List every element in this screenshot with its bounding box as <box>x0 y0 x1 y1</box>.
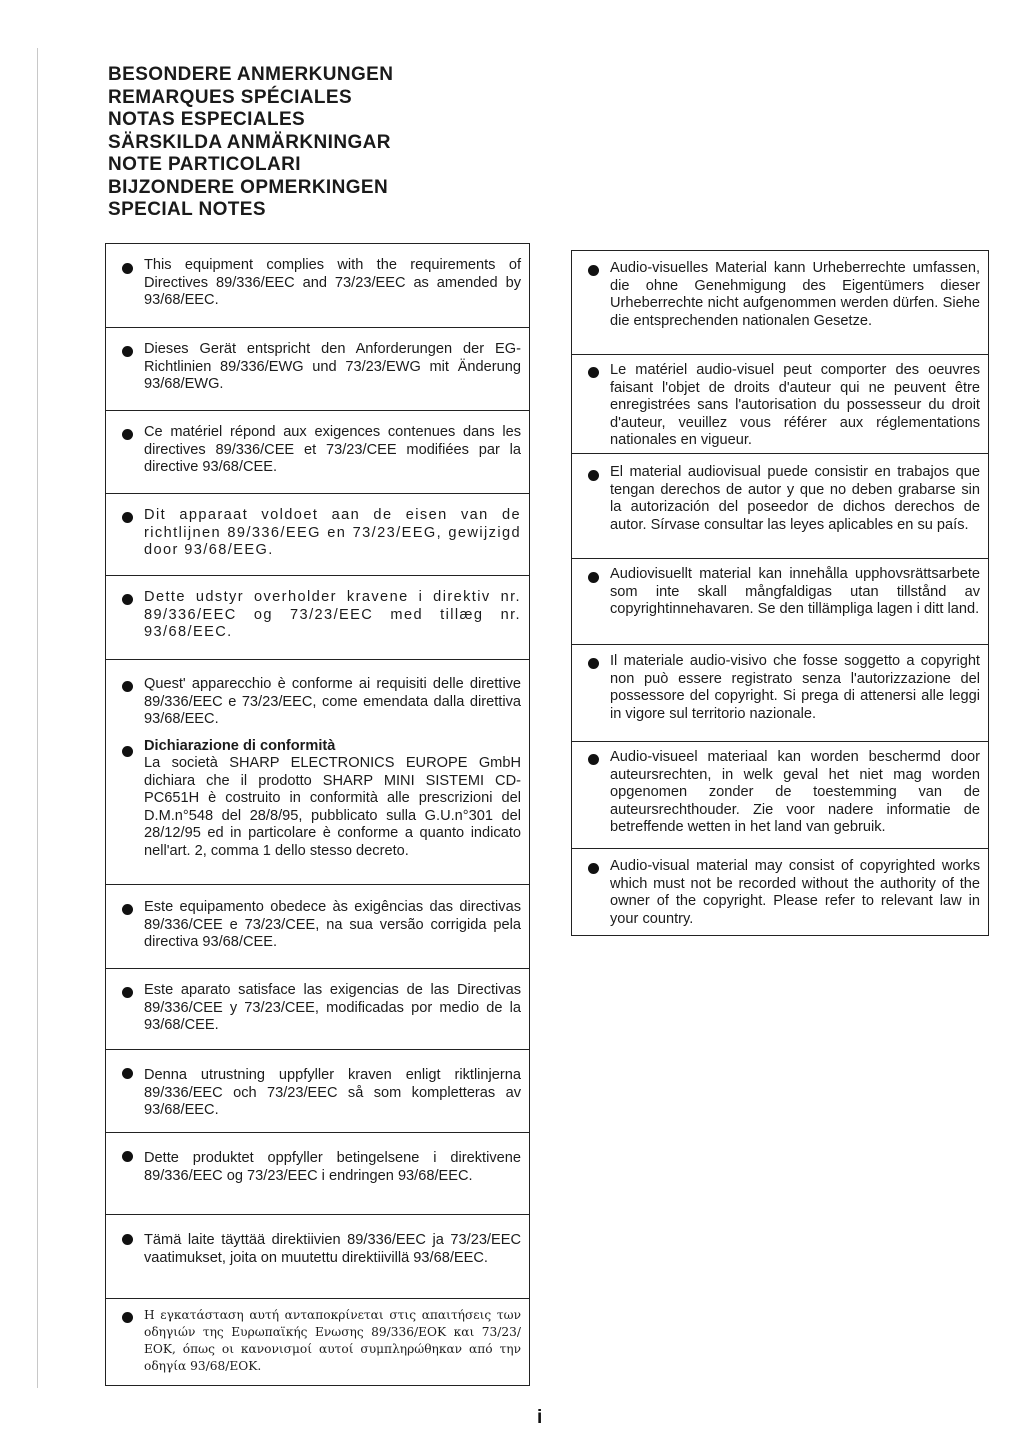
bullet-icon <box>588 658 599 669</box>
note-spanish-compliance <box>106 969 529 1050</box>
bullet-icon <box>122 987 133 998</box>
note-norwegian-compliance <box>106 1133 529 1215</box>
note-text: Este equipamento obedece às exigências das directivas 89/336/CEE e 73/23/CEE, na sua versão corrigida pela directiva 93/68/CEE. <box>144 899 521 950</box>
note-dutch-compliance <box>106 494 529 576</box>
bullet-icon <box>122 1151 133 1162</box>
copyright-notes-column <box>571 250 989 936</box>
bullet-icon <box>122 263 133 274</box>
note-greek-compliance <box>106 1299 529 1386</box>
note-text: Audiovisuellt material kan innehålla upphovsrättsarbete som inte skall mångfaldigas utan tillstånd av copyrightinnehavaren. Se den tillämpliga lagen i ditt land. <box>610 566 980 617</box>
note-italian-copyright <box>572 645 988 742</box>
note-english-compliance <box>106 244 529 328</box>
bullet-icon <box>588 754 599 765</box>
heading-german: BESONDERE ANMERKUNGEN <box>108 64 394 85</box>
bullet-icon <box>588 863 599 874</box>
bullet-icon <box>122 594 133 605</box>
bullet-icon <box>122 746 133 757</box>
declaration-title: Dichiarazione di conformità <box>144 737 336 754</box>
heading-spanish: NOTAS ESPECIALES <box>108 109 306 130</box>
note-french-compliance <box>106 411 529 494</box>
note-portuguese-compliance <box>106 885 529 969</box>
note-text: Este aparato satisface las exigencias de las Directivas 89/336/CEE y 73/23/CEE, modificadas por medio de la 93/68/CEE. <box>144 982 521 1033</box>
note-text: Dit apparaat voldoet aan de eisen van de richtlijnen 89/336/EEG en 73/23/EEG, gewijzigd door 93/68/EEG. <box>144 507 521 558</box>
bullet-icon <box>122 904 133 915</box>
note-english-copyright <box>572 849 988 936</box>
page-number: i <box>537 1407 543 1428</box>
note-danish-compliance <box>106 576 529 660</box>
note-text: Ce matériel répond aux exigences contenues dans les directives 89/336/CEE et 73/23/CEE modifiées par la directive 93/68/CEE. <box>144 424 521 475</box>
bullet-icon <box>122 681 133 692</box>
note-spanish-copyright <box>572 454 988 559</box>
note-text: Denna utrustning uppfyller kraven enligt riktlinjerna 89/336/EEC och 73/23/EEC så som kompletteras av 93/68/EEC. <box>144 1067 521 1118</box>
note-text: Quest' apparecchio è conforme ai requisiti delle direttive 89/336/EEC e 73/23/EEC, come emendata dalla direttiva 93/68/EEC. <box>144 676 521 727</box>
note-italian-compliance <box>106 660 529 885</box>
heading-english: SPECIAL NOTES <box>108 199 266 220</box>
bullet-icon <box>122 1068 133 1079</box>
heading-swedish: SÄRSKILDA ANMÄRKNINGAR <box>108 131 391 153</box>
note-text: Η εγκατάσταση αυτή ανταποκρίνεται στις απαιτήσεις των οδηγιών της Ευρωπαϊκής Ενωσης 89/336/ΕΟΚ και 73/23/ΕΟΚ, όπως οι κανονισμοί αυτοί συμπληρώθηκαν από την οδηγία 93/68/ΕΟΚ. <box>144 1308 521 1373</box>
note-text: Audio-visuelles Material kann Urheberrechte umfassen, die ohne Genehmigung des Eigentümers dieser Urheberrechte nicht aufgenommen werden dürfen. Siehe die entsprechenden nationalen Gesetze. <box>610 260 980 329</box>
bullet-icon <box>588 265 599 276</box>
note-text: Dette udstyr overholder kravene i direktiv nr. 89/336/EEC og 73/23/EEC med tillæg nr. 93/68/EEC. <box>144 589 521 640</box>
note-swedish-copyright <box>572 559 988 645</box>
note-text: Il materiale audio-visivo che fosse soggetto a copyright non può essere registrato senza l'autorizzazione del possessore del copyright. Si prega di attenersi alle leggi in vigore sul territorio nazionale. <box>610 653 980 722</box>
bullet-icon <box>122 512 133 523</box>
note-text: Dieses Gerät entspricht den Anforderungen der EG-Richtlinien 89/336/EWG und 73/23/EWG mit Änderung 93/68/EWG. <box>144 341 521 392</box>
bullet-icon <box>122 1312 133 1323</box>
note-swedish-compliance <box>106 1050 529 1133</box>
note-text: El material audiovisual puede consistir en trabajos que tengan derechos de autor y que no deben grabarse sin la autorización del poseedor de dichos derechos de autor. Sírvase consultar las leyes aplicables en su país. <box>610 464 980 533</box>
heading-french: REMARQUES SPÉCIALES <box>108 86 353 108</box>
note-finnish-compliance <box>106 1215 529 1299</box>
note-german-compliance <box>106 328 529 411</box>
page-margin-line <box>37 48 38 1388</box>
note-german-copyright <box>572 251 988 355</box>
bullet-icon <box>122 346 133 357</box>
bullet-icon <box>122 1234 133 1245</box>
compliance-notes-column <box>105 243 530 1386</box>
bullet-icon <box>588 367 599 378</box>
note-text: Audio-visual material may consist of copyrighted works which must not be recorded without the authority of the owner of the copyright. Please refer to relevant law in your country. <box>610 858 980 927</box>
declaration-text: La società SHARP ELECTRONICS EUROPE GmbH dichiara che il prodotto SHARP MINI SISTEMI CD-PC651H è costruito in conformità alle prescrizioni del D.M.n°548 del 28/8/95, pubblicato sulla G.U.n°301 del 28/12/95 ed in particolare è conforme a quanto indicato nell'art. 2, comma 1 dello stesso decreto. <box>144 755 521 859</box>
bullet-icon <box>588 470 599 481</box>
note-text: Dette produktet oppfyller betingelsene i direktivene 89/336/EEC og 73/23/EEC i endringen 93/68/EEC. <box>144 1150 521 1184</box>
heading-dutch: BIJZONDERE OPMERKINGEN <box>108 176 389 198</box>
bullet-icon <box>588 572 599 583</box>
note-text: Tämä laite täyttää direktiivien 89/336/EEC ja 73/23/EEC vaatimukset, joita on muutettu direktiivillä 93/68/EEC. <box>144 1232 521 1266</box>
note-text: Le matériel audio-visuel peut comporter des oeuvres faisant l'objet de droits d'auteur qui ne peuvent être enregistrées sans l'autorisation du possesseur du droit d'auteur, veuillez vous référer aux réglementations nationales en vigueur. <box>610 362 980 448</box>
bullet-icon <box>122 429 133 440</box>
note-text: This equipment complies with the requirements of Directives 89/336/EEC and 73/23/EEC as amended by 93/68/EEC. <box>144 257 521 308</box>
note-dutch-copyright <box>572 742 988 849</box>
language-headings <box>108 64 393 222</box>
heading-italian: NOTE PARTICOLARI <box>108 154 301 175</box>
note-french-copyright <box>572 355 988 454</box>
note-text: Audio-visueel materiaal kan worden beschermd door auteursrechten, in welk geval het niet mag worden opgenomen zonder de toestemming van de auteursrechthouder. Zie voor nadere informatie de betreffende wetten in het land van gebruik. <box>610 749 980 835</box>
